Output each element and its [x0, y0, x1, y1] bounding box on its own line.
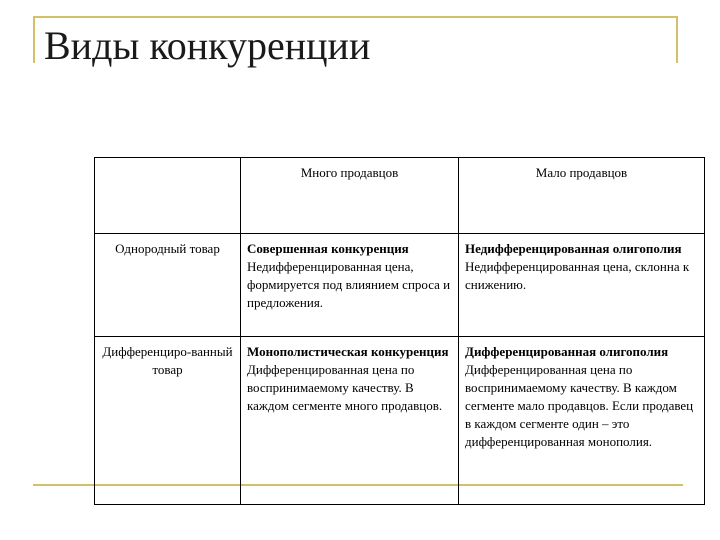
- competition-table: [94, 157, 705, 505]
- row-label-text: Дифференциро-ванный товар: [102, 344, 233, 377]
- table-row: [95, 234, 705, 337]
- header-empty-cell: [95, 158, 241, 234]
- cell-title: Дифференцированная олигополия: [465, 344, 669, 359]
- table-row: [95, 337, 705, 505]
- cell-desc: Дифференцированная цена по воспринимаемому качеству. В каждом сегменте мало продавцов. Если продавец в каждом сегменте один – это дифференцированная монополия.: [465, 361, 694, 449]
- row-label-differentiated: [95, 337, 241, 505]
- header-few-sellers: Мало продавцов: [459, 158, 705, 234]
- cell-monopolistic-competition: [241, 337, 459, 505]
- cell-differentiated-oligopoly: [459, 337, 705, 505]
- header-many-sellers: Много продавцов: [241, 158, 459, 234]
- cell-desc: Дифференцированная цена по воспринимаемому качеству. В каждом сегменте много продавцов.: [247, 361, 443, 413]
- cell-desc: Недифференцированная цена, склонна к снижению.: [465, 258, 690, 292]
- slide-title: Виды конкуренции: [44, 23, 371, 68]
- cell-desc: Недифференцированная цена, формируется под влиянием спроса и предложения.: [247, 258, 451, 310]
- table-header-row: [95, 158, 705, 234]
- cell-undifferentiated-oligopoly: [459, 234, 705, 337]
- row-label-homogeneous: Однородный товар: [95, 234, 241, 337]
- cell-title: Недифференцированная олигополия: [465, 241, 682, 256]
- cell-title: Монополистическая конкуренция: [247, 344, 449, 359]
- cell-title: Совершенная конкуренция: [247, 241, 409, 256]
- cell-perfect-competition: [241, 234, 459, 337]
